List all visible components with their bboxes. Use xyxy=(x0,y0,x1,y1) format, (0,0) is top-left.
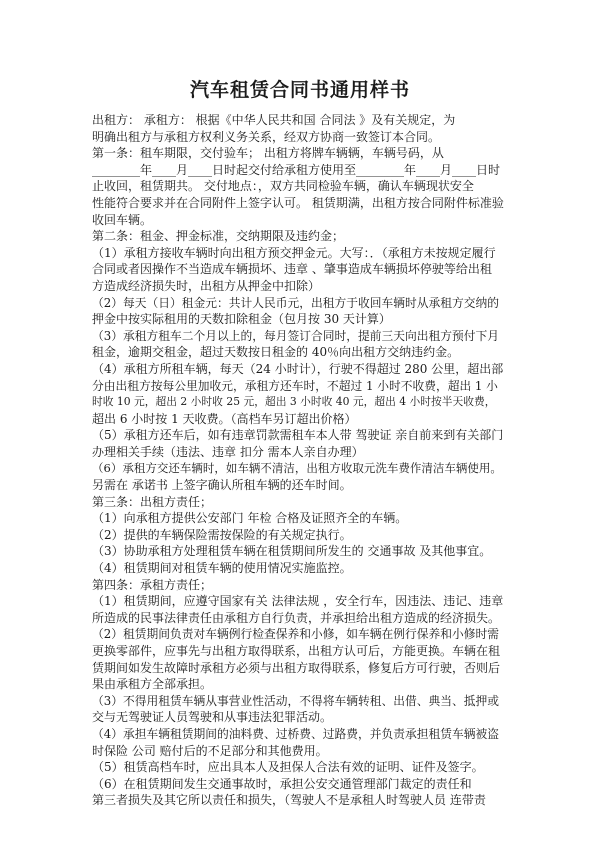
text-line: 第一条：租车期限，交付验车； 出租方将牌车辆辆，车辆号码，从 xyxy=(92,146,444,161)
text-line: （2）提供的车辆保险需按保险的有关规定执行。 xyxy=(92,527,352,542)
text-line: （2）每天（日）租金元：共计人民币元，出租方于收回车辆时从承租方交纳的 xyxy=(92,295,499,310)
text-line: 方造成经济损失时，出租方从押金中扣除） xyxy=(92,278,321,293)
text-line: （3）承租方租车二个月以上的，每月签订合同时，提前三天向出租方预付下月 xyxy=(92,328,499,343)
text-line: （4）承租方所租车辆，每天（24 小时计），行驶不得超过 280 公里，超出部 xyxy=(92,361,504,376)
text-line: 时收 10 元，超出 2 小时收 25 元，超出 3 小时收 40 元，超出 4 小时按半天收费， xyxy=(92,395,496,409)
text-line: （5）租赁高档车时，应出具本人及担保人合法有效的证明、证件及签字。 xyxy=(92,760,484,775)
text-line: 赁期间如发生故障时承租方必须与出租方取得联系，修复后方可行驶，否则后 xyxy=(92,660,501,675)
document-title: 汽车租赁合同书通用样书 xyxy=(189,79,410,101)
text-line: 租金，逾期交租金，超过天数按日租金的 40％向出租方交纳违约金。 xyxy=(92,345,460,360)
text-line: （1）向承租方提供公安部门 年检 合格及证照齐全的车辆。 xyxy=(92,511,408,526)
text-line: （1）承租方接收车辆时向出租方预交押金元。大写：．（承租方未按规定履行 xyxy=(92,245,496,260)
text-line: （6）在租赁期间发生交通事故时，承担公安交通管理部门裁定的责任和 xyxy=(92,776,472,791)
text-line: ________年____月____日时起交付给承租方使用至________年____月____日时 xyxy=(92,162,501,177)
text-line: 押金中按实际租用的天数扣除租金（包月按 30 天计算） xyxy=(92,312,391,327)
text-line: 更换零部件，应事先与出租方取得联系，出租方认可后，方能更换。车辆在租 xyxy=(92,644,501,658)
text-line: （4）承担车辆租赁期间的油料费、过桥费、过路费，并负责承担租赁车辆被盗 xyxy=(92,726,499,741)
text-line: （1）租赁期间，应遵守国家有关 法律法规 ，安全行车，因违法、违记、违章 xyxy=(92,594,504,609)
text-line: 性能符合要求并在合同附件上签字认可。 租赁期满，出租方按合同附件标准验 xyxy=(92,195,504,210)
text-line: 第二条：租金、押金标准，交纳期限及违约金； xyxy=(92,229,345,244)
text-line: 时保险 公司 赔付后的不足部分和其他费用。 xyxy=(92,743,328,758)
text-line: （6）承租方交还车辆时，如车辆不清洁，出租方收取元洗车费作清洁车辆使用。 xyxy=(92,461,502,476)
text-line: 超出 6 小时按 1 天收费。（高档车另订超出价格） xyxy=(92,411,357,426)
text-line: 所造成的民事法律责任由承租方自行负责，并承担给出租方造成的经济损失。 xyxy=(92,610,501,625)
text-line: 收回车辆。 xyxy=(92,212,153,227)
document-body xyxy=(92,112,504,809)
text-line: 合同或者因操作不当造成车辆损坏、违章 、肇事造成车辆损坏停驶等给出租 xyxy=(92,262,492,277)
text-line: 出租方： 承租方： 根据《中华人民共和国 合同法 》及有关规定，为 xyxy=(92,113,456,127)
text-line: （4）租赁期间对租赁车辆的使用情况实施监控。 xyxy=(92,561,352,576)
text-line: 第四条：承租方责任； xyxy=(92,577,213,592)
text-line: 果由承租方全部承担。 xyxy=(92,677,213,692)
text-line: 办理相关手续（违法、违章 扣分 需本人亲自办理） xyxy=(92,444,364,459)
text-line: 另需在 承诺书 上签字确认所租车辆的还车时间。 xyxy=(92,478,352,493)
text-line: （5）承租方还车后，如有违章罚款需租车本人带 驾驶证 亲自前来到有关部门 xyxy=(92,428,504,443)
text-line: 明确出租方与承租方权利义务关系，经双方协商一致签订本合同。 xyxy=(92,129,441,144)
text-line: （2）租赁期间负责对车辆例行检查保养和小修，如车辆在例行保养和小修时需 xyxy=(92,627,499,642)
text-line: （3）不得用租赁车辆从事营业性活动，不得将车辆转租、出借、典当、抵押或 xyxy=(92,693,499,708)
text-line: 分由出租方按每公里加收元，承租方还车时，不超过 1 小时不收费，超出 1 小 xyxy=(92,378,498,393)
text-line: 交与无驾驶证人员驾驶和从事违法犯罪活动。 xyxy=(92,710,333,725)
text-line: （3）协助承租方处理租赁车辆在租赁期间所发生的 交通事故 及其他事宜。 xyxy=(92,544,492,559)
text-line: 第三者损失及其它所以责任和损失，（驾驶人不是承租人时驾驶人员 连带责 xyxy=(92,793,486,808)
text-line: 止收回，租赁期共。 交付地点：，双方共同检验车辆，确认车辆现状安全 xyxy=(92,179,474,194)
text-line: 第三条：出租方责任； xyxy=(92,494,213,509)
